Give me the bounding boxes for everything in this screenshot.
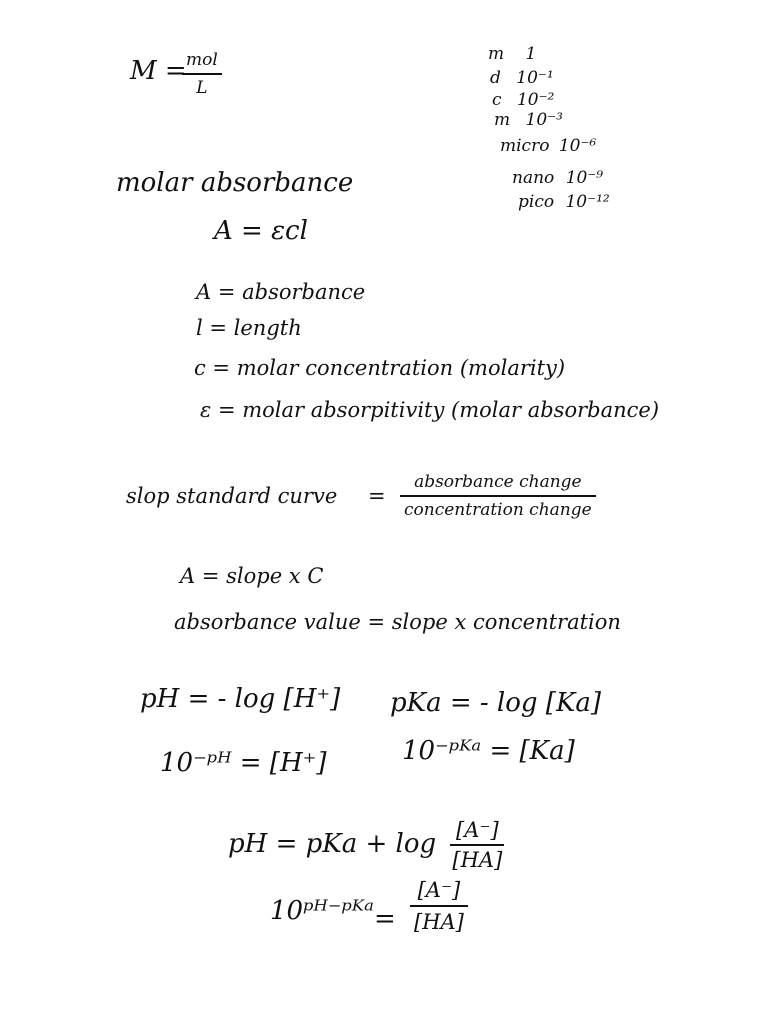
molar-absorbance-heading: molar absorbance (116, 168, 354, 198)
hh-den: [HA] (452, 848, 503, 872)
definition-concentration: c = molar concentration (molarity) (194, 356, 566, 380)
prefix-item: m 10⁻³ (494, 110, 563, 130)
hh2-den: [HA] (414, 910, 464, 934)
molarity-fraction (182, 50, 222, 98)
molarity-den: L (196, 78, 208, 98)
slope-equals: = (368, 484, 386, 508)
pka-equation: pKa = - log [Ka] (390, 688, 602, 718)
hh-lhs: pH = pKa + log (228, 829, 437, 859)
prefix-item: pico 10⁻¹² (518, 192, 610, 212)
hh-exponent-lhs: 10ᵖᴴ⁻ᵖᴷᵃ (270, 896, 374, 926)
ph-inverse-equation: 10⁻ᵖᴴ = [H⁺] (160, 748, 327, 778)
definition-absorbance: A = absorbance (196, 280, 366, 304)
pka-inverse-equation: 10⁻ᵖᴷᵃ = [Ka] (402, 736, 575, 766)
ph-equation: pH = - log [H⁺] (140, 684, 341, 714)
hh2-num: [A⁻] (417, 878, 461, 902)
prefix-item: d 10⁻¹ (490, 68, 554, 88)
slope-fraction (400, 472, 596, 520)
hh-exponent-equals: = (374, 904, 396, 934)
molarity-lhs: M = (130, 56, 187, 86)
hh-num: [A⁻] (456, 818, 499, 842)
prefix-item: nano 10⁻⁹ (512, 168, 604, 188)
prefix-item: micro 10⁻⁶ (500, 136, 597, 156)
molarity-num: mol (186, 50, 218, 70)
prefix-item: c 10⁻² (492, 90, 555, 110)
definition-length: l = length (196, 316, 302, 340)
henderson-hasselbalch (228, 818, 504, 872)
definition-absorptivity: ε = molar absorpitivity (molar absorbance) (200, 398, 660, 422)
slope-den: concentration change (404, 500, 592, 520)
hh-fraction (450, 818, 504, 872)
absorbance-value-equation: absorbance value = slope x concentration (174, 610, 621, 634)
beer-lambert-equation: A = εcl (214, 216, 308, 246)
slope-lhs: slop standard curve (126, 484, 338, 508)
hh-exponent-fraction (410, 878, 468, 934)
slope-num: absorbance change (414, 472, 582, 492)
prefix-item: m 1 (488, 44, 537, 64)
a-slope-equation: A = slope x C (180, 564, 324, 588)
